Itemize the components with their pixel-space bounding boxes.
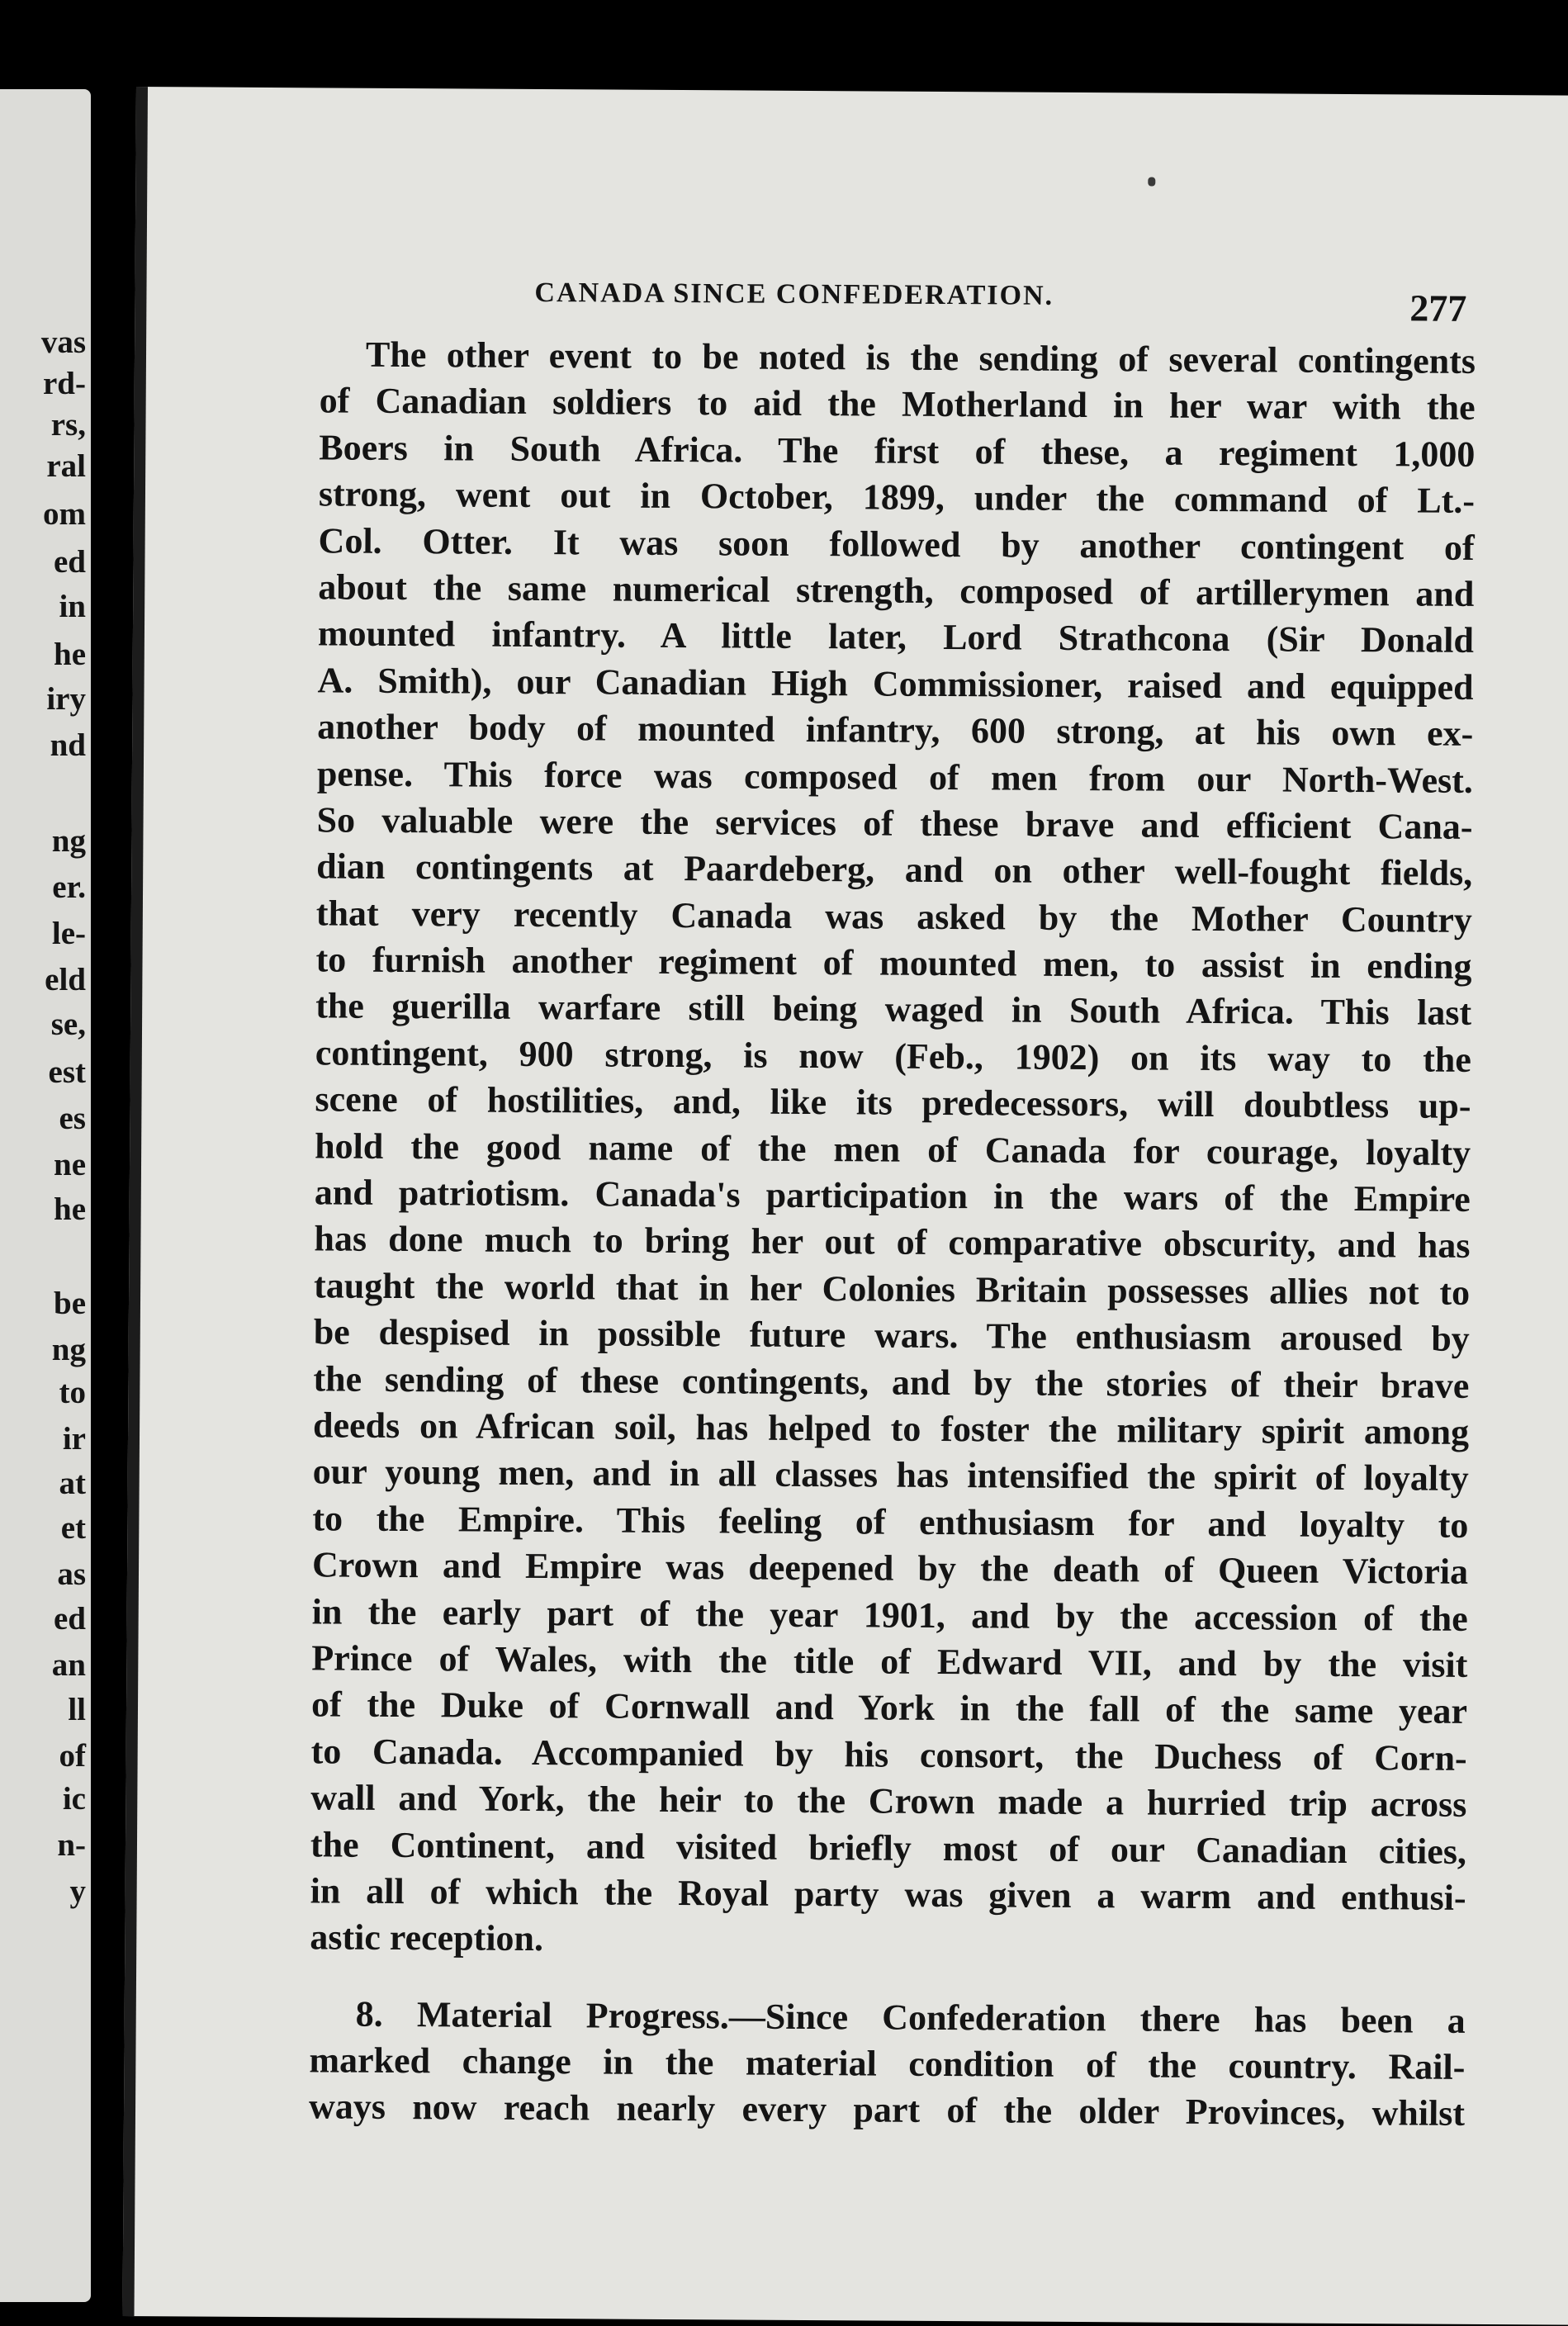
- paragraph-line: and patriotism. Canada's participation in the wars of the Empire: [314, 1172, 1471, 1220]
- left-page-fragment: ll: [68, 1692, 86, 1727]
- paragraph-line: about the same numerical strength, composed of artillerymen and: [318, 566, 1475, 614]
- paragraph-line: pense. This force was composed of men from our North-West.: [316, 752, 1474, 801]
- body-text: [309, 331, 1476, 2137]
- left-page-fragment: om: [43, 496, 86, 532]
- paragraph-line: Boers in South Africa. The first of these, a regiment 1,000: [319, 427, 1476, 475]
- paragraph-line: to the Empire. This feeling of enthusiasm for and loyalty to: [312, 1498, 1469, 1546]
- paragraph-line: mounted infantry. A little later, Lord Strathcona (Sir Donald: [317, 613, 1475, 661]
- left-page-fragment: of: [59, 1738, 86, 1774]
- paragraph-line: our young men, and in all classes has intensified the spirit of loyalty: [312, 1451, 1469, 1499]
- section-8-line: ways now reach nearly every part of the older Provinces, whilst: [308, 2086, 1466, 2134]
- running-head: CANADA SINCE CONFEDERATION.: [534, 277, 1054, 311]
- left-page-fragment: ng: [51, 1332, 86, 1367]
- left-page-fragment: rd-: [43, 366, 86, 401]
- left-page-fragment: he: [54, 637, 86, 672]
- paragraph-line: in the early part of the year 1901, and by the accession of the: [311, 1590, 1468, 1639]
- book-page: [123, 87, 1568, 2325]
- left-page-fragment: he: [54, 1191, 86, 1227]
- left-page-fragment: es: [59, 1101, 86, 1136]
- paragraph-line: Crown and Empire was deepened by the death of Queen Victoria: [311, 1544, 1469, 1593]
- paragraph-line: of Canadian soldiers to aid the Motherland in her war with the: [319, 380, 1476, 429]
- left-page-fragment: ed: [54, 544, 86, 580]
- paragraph-line: strong, went out in October, 1899, under the command of Lt.-: [318, 473, 1476, 522]
- left-page-fragment: nd: [50, 727, 86, 763]
- left-page-fragment: vas: [40, 325, 86, 360]
- section-heading: 8. Material Progress.: [355, 1993, 730, 2037]
- paragraph-line: The other event to be noted is the sending of several contingents: [365, 334, 1476, 381]
- paragraph-line: wall and York, the heir to the Crown made a hurried trip across: [310, 1777, 1467, 1825]
- left-page-fragment: as: [57, 1556, 86, 1592]
- paragraph-line: has done much to bring her out of comparative obscurity, and has: [314, 1218, 1471, 1267]
- paragraph-line: So valuable were the services of these brave and efficient Cana-: [316, 799, 1473, 847]
- left-page-fragment: to: [59, 1375, 86, 1410]
- left-page-edge: [0, 89, 91, 2302]
- left-page-fragment: rs,: [50, 407, 86, 443]
- paragraph-line: deeds on African soil, has helped to foster the military spirit among: [312, 1405, 1470, 1452]
- left-page-fragment: ral: [46, 448, 86, 484]
- paragraph-line: Prince of Wales, with the title of Edward VII, and by the visit: [311, 1637, 1468, 1685]
- left-page-fragment: est: [48, 1054, 86, 1090]
- left-page-fragment: se,: [50, 1007, 86, 1042]
- paragraph-line: another body of mounted infantry, 600 strong, at his own ex-: [317, 706, 1474, 755]
- paragraph-line: astic reception.: [310, 1916, 544, 1959]
- paragraph-line: A. Smith), our Canadian High Commissioner, raised and equipped: [317, 660, 1474, 708]
- left-page-fragment: y: [69, 1874, 86, 1909]
- paragraph-line: hold the good name of the men of Canada for courage, loyalty: [315, 1125, 1471, 1173]
- paragraph-line: the guerilla warfare still being waged in South Africa. This last: [315, 985, 1472, 1034]
- paragraph-line: be despised in possible future wars. The enthusiasm aroused by: [313, 1311, 1470, 1360]
- paragraph-line: to furnish another regiment of mounted men, to assist in ending: [315, 939, 1472, 987]
- ink-speck: [1148, 177, 1155, 186]
- left-page-fragment: le-: [51, 916, 86, 951]
- paragraph-line: taught the world that in her Colonies Britain possesses allies not to: [313, 1265, 1471, 1313]
- left-page-fragment: ne: [54, 1147, 86, 1182]
- section-8-line: marked change in the material condition of the country. Rail-: [309, 2039, 1466, 2087]
- left-page-fragment: in: [59, 589, 86, 624]
- left-page-fragment: er.: [52, 869, 86, 905]
- paragraph-line: in all of which the Royal party was given a warm and enthusi-: [310, 1870, 1466, 1918]
- paragraph-line: dian contingents at Paardeberg, and on other well-fought fields,: [316, 846, 1473, 894]
- left-page-fragment: et: [60, 1510, 86, 1546]
- section-8-line: [310, 1991, 1466, 2044]
- left-page-fragment: an: [51, 1647, 86, 1683]
- paragraph-line: that very recently Canada was asked by the Mother Country: [315, 893, 1473, 940]
- paragraph-line: to Canada. Accompanied by his consort, the Duchess of Corn-: [310, 1731, 1467, 1779]
- left-page-fragment: ic: [62, 1781, 86, 1817]
- paragraph-line: the sending of these contingents, and by the stories of their brave: [313, 1357, 1470, 1406]
- paragraph-line: scene of hostilities, and, like its predecessors, will doubtless up-: [315, 1078, 1471, 1127]
- section-8-text: —Since Confederation there has been a: [728, 1996, 1466, 2041]
- left-page-fragment: eld: [45, 962, 86, 997]
- left-page-fragment: n-: [57, 1827, 86, 1863]
- paragraph-line: of the Duke of Cornwall and York in the fall of the same year: [310, 1684, 1468, 1732]
- left-page-fragment: iry: [46, 681, 86, 717]
- paragraph-line: Col. Otter. It was soon followed by another contingent of: [318, 519, 1475, 568]
- left-page-fragment: be: [54, 1286, 86, 1321]
- left-page-fragment: ir: [62, 1421, 86, 1457]
- left-page-fragment: at: [59, 1466, 86, 1501]
- paragraph-line: contingent, 900 strong, is now (Feb., 1902) on its way to the: [315, 1032, 1471, 1080]
- page-number: 277: [1409, 287, 1467, 329]
- left-page-fragment: ng: [51, 823, 86, 859]
- left-page-fragment: ed: [54, 1601, 86, 1637]
- paragraph-line: the Continent, and visited briefly most of our Canadian cities,: [310, 1823, 1467, 1872]
